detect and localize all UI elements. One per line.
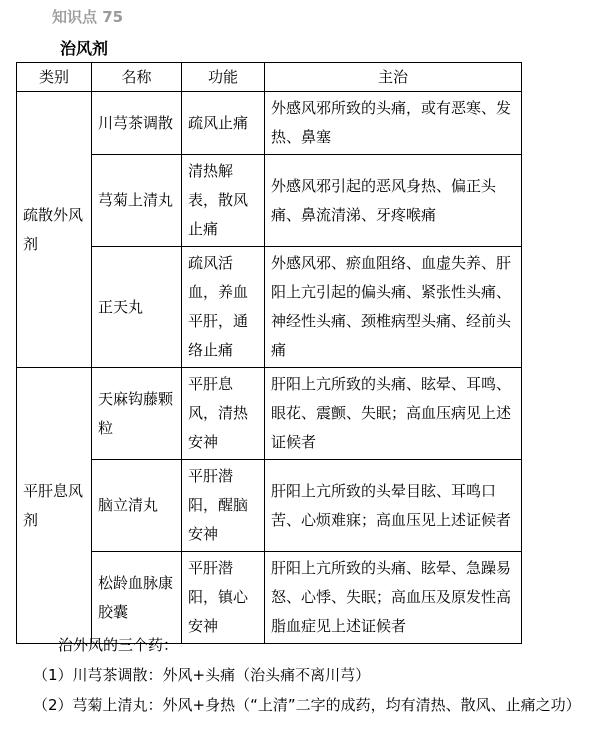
table-row <box>17 460 522 552</box>
indication-cell: 肝阳上亢所致的头晕目眩、耳鸣口苦、心烦难寐；高血压见上述证候者 <box>265 460 522 552</box>
indication-cell: 肝阳上亢所致的头痛、眩晕、急躁易怒、心悸、失眠；高血压及原发性高脂血症见上述证候者 <box>265 552 522 644</box>
indication-cell: 外感风邪、瘀血阻络、血虚失养、肝阳上亢引起的偏头痛、紧张性头痛、神经性头痛、颈椎病型头痛、经前头痛 <box>265 247 522 368</box>
header-function: 功能 <box>182 63 265 92</box>
category-cell: 平肝息风剂 <box>17 368 92 644</box>
knowledge-point-label: 知识点 75 <box>52 8 124 26</box>
category-cell: 疏散外风剂 <box>17 92 92 368</box>
header-indication: 主治 <box>265 63 522 92</box>
note-item: （2）芎菊上清丸：外风+身热（“上清”二字的成药，均有清热、散风、止痛之功） <box>33 696 581 714</box>
section-title: 治风剂 <box>60 39 109 58</box>
indication-cell: 外感风邪所致的头痛，或有恶寒、发热、鼻塞 <box>265 92 522 155</box>
function-cell: 清热解表，散风止痛 <box>182 155 265 247</box>
function-cell: 平肝潜阳，醒脑安神 <box>182 460 265 552</box>
header-name: 名称 <box>92 63 182 92</box>
indication-cell: 肝阳上亢所致的头痛、眩晕、耳鸣、眼花、震颤、失眠；高血压病见上述证候者 <box>265 368 522 460</box>
table-row <box>17 368 522 460</box>
name-cell: 芎菊上清丸 <box>92 155 182 247</box>
indication-cell: 外感风邪引起的恶风身热、偏正头痛、鼻流清涕、牙疼喉痛 <box>265 155 522 247</box>
header-category: 类别 <box>17 63 92 92</box>
formula-table <box>16 62 522 644</box>
note-item: （1）川芎茶调散：外风+头痛（治头痛不离川芎） <box>33 666 371 684</box>
name-cell: 正天丸 <box>92 247 182 368</box>
notes-section <box>16 630 582 720</box>
table-row <box>17 155 522 247</box>
name-cell: 川芎茶调散 <box>92 92 182 155</box>
function-cell: 平肝潜阳，镇心安神 <box>182 552 265 644</box>
notes-heading: 治外风的三个药： <box>58 636 179 654</box>
function-cell: 疏风活血，养血平肝，通络止痛 <box>182 247 265 368</box>
name-cell: 天麻钩藤颗粒 <box>92 368 182 460</box>
name-cell: 脑立清丸 <box>92 460 182 552</box>
name-cell: 松龄血脉康胶囊 <box>92 552 182 644</box>
function-cell: 平肝息风，清热安神 <box>182 368 265 460</box>
table-row <box>17 247 522 368</box>
table-row <box>17 92 522 155</box>
table-header-row <box>17 63 522 92</box>
function-cell: 疏风止痛 <box>182 92 265 155</box>
